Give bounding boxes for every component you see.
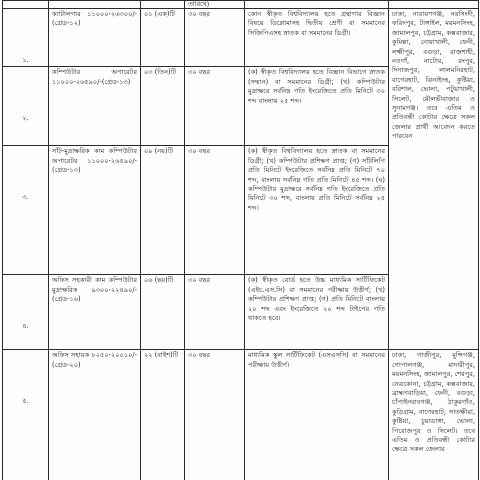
qualification-cell: (ক) স্বীকৃত বোর্ড হতে উচ্চ মাধ্যমিক সার্টিফিকেট (এইচ.এস.সি) বা সমমানের পরীক্ষায় উত্তীর্ণ; (খ) কম্পিউটার প্রশিক্ষণ প্রাপ্ত; (গ) প্রতি মিনিটে বাংলায় ২০ শব্দ এবং ইংরেজিতে ২০ শব্দ টাইপের গতি থাকতে হবে। [245, 275, 389, 350]
districts-cell: ঢাকা, গাজীপুর, মুন্সিগঞ্জ, গোপালগঞ্জ, মাদারীপুর, ময়মনসিংহ, জামালপুর, শেরপুর, নেত্রকোনা, চট্টগ্রাম, কক্সবাজার, ব্রাহ্মণবাড়িয়া, ফেনী, বগুড়া, চাঁপাইনবাবগঞ্জ, ঠাকুরগাঁও, কুড়িগ্রাম, বাগেরহাট, সাতক্ষীরা, কুষ্টিয়া, চুয়াডাঙ্গা, ভোলা, পিরোজপুর ও সিলেট। তবে এতিম ও প্রতিবন্ধী কোটার ক্ষেত্রে সকল জেলার [389, 350, 479, 480]
serial-cell: ৩. [3, 146, 49, 275]
post-cell: সাঁট-মুদ্রাক্ষরিক কাম কম্পিউটার অপারেটর ১১০০০-২৬৫৯০/-(গ্রেড-১৩) [49, 146, 141, 275]
qualification-cell: (ক) স্বীকৃত বিশ্ববিদ্যালয় হতে স্নাতক বা সমমানের ডিগ্রী; (খ) কম্পিউটার প্রশিক্ষণ প্রাপ্ত; (গ) সাঁটলিপি প্রতি মিনিটে ইংরেজিতে সর্বনিম্ন প্রতি মিনিটে ৭০ শব্দ, বাংলায় সর্বনিম্ন গতি প্রতি মিনিটে ৪৫ শব্দ। (ঘ) কম্পিউটার মুদ্রাক্ষরে সর্বনিম্ন গতি ইংরেজিতে প্রতি মিনিটে ৩০ শব্দ, বাংলায় প্রতি মিনিটে সর্বনিম্ন ২৫ শব্দ। [245, 146, 389, 275]
qualification-cell: (ক) স্বীকৃত বিশ্ববিদ্যালয় হতে বিজ্ঞান বিভাগে স্নাতক (সম্মান) বা সমমানের ডিগ্রী; (খ) কম্পিউটার মুদ্রাক্ষরে সর্বনিম্ন গতি ইংরেজিতে প্রতি মিনিটে ৩০ শব্দ বাংলায় ২৫ শব্দ। [245, 67, 389, 146]
count-cell: ০৩ (তিন)টি [141, 67, 185, 146]
post-cell: কম্পিউটার অপারেটর ১১০০০-২৬৫৯০/-(গ্রেড-১৩) [49, 67, 141, 146]
age-cell: ৩০ বছর [185, 9, 245, 67]
count-cell: ২২ (বাইশ)টি [141, 350, 185, 480]
serial-cell: ২. [3, 67, 49, 146]
post-cell: অফিস সহকারী কাম কম্পিউটার মুদ্রাক্ষরিক ৯৩০০-২২৪৯০/-(গ্রেড-১৬) [49, 275, 141, 350]
post-cell: ক্যাটালগার ১১০০০-২৬৩০০/- (গ্রেড-১২) [49, 9, 141, 67]
count-cell: ০৬ (ছয়)টি [141, 275, 185, 350]
vacancy-table [2, 0, 479, 480]
qualification-cell: মাধ্যমিক স্কুল সার্টিফিকেট (এসএসসি) বা সমমানের পরীক্ষায় উত্তীর্ণ। [245, 350, 389, 480]
serial-cell: ১. [3, 9, 49, 67]
count-cell: ০১ (এক)টি [141, 9, 185, 67]
serial-cell: ৫. [3, 350, 49, 480]
age-cell: ৩০ বছর [185, 67, 245, 146]
table-row [3, 9, 479, 67]
age-cell: ৩০ বছর [185, 146, 245, 275]
qualification-cell: কোন স্বীকৃত বিশ্ববিদ্যালয় হতে গ্রন্থাগার বিজ্ঞান বিষয়ে ডিপ্লোমাসহ দ্বিতীয় শ্রেণী বা সমমানের সিজিপিএসহ স্নাতক বা সমমানের ডিগ্রী। [245, 9, 389, 67]
age-cell: ৩০ বছর [185, 275, 245, 350]
districts-cell: ঢাকা, নারায়ণগঞ্জ, নরসিংদী, ফরিদপুর, টাঙ্গাইল, ময়মনসিংহ, জামালপুর, চট্টগ্রাম, কক্সবাজার, কুমিল্লা, নোয়াখালী, ফেনী, লক্ষ্মীপুর, বগুড়া, রাজশাহী, নওগাঁ, নাটোর, রংপুর, দিনাজপুর, লালমনিরহাট, বাগেরহাট, ঝিনাইদহ, কুষ্টিয়া, বরিশাল, ভোলা, পটুয়াখালী, সিলেট, মৌলভীবাজার ও সুনামগঞ্জ। তবে এতিম ও প্রতিবন্ধী কোটার ক্ষেত্রে সকল জেলার প্রার্থী আবেদন করতে পারবেন [389, 9, 479, 350]
age-cell: ৩০ বছর [185, 350, 245, 480]
table-row [3, 350, 479, 480]
header-row [3, 1, 479, 9]
post-cell: অফিস সহায়ক ৮২৫০-২০০১০/- (গ্রেড-২০) [49, 350, 141, 480]
count-cell: ০৯ (নয়)টি [141, 146, 185, 275]
date-label: তারিখে) [185, 1, 245, 9]
serial-cell: ৪. [3, 275, 49, 350]
